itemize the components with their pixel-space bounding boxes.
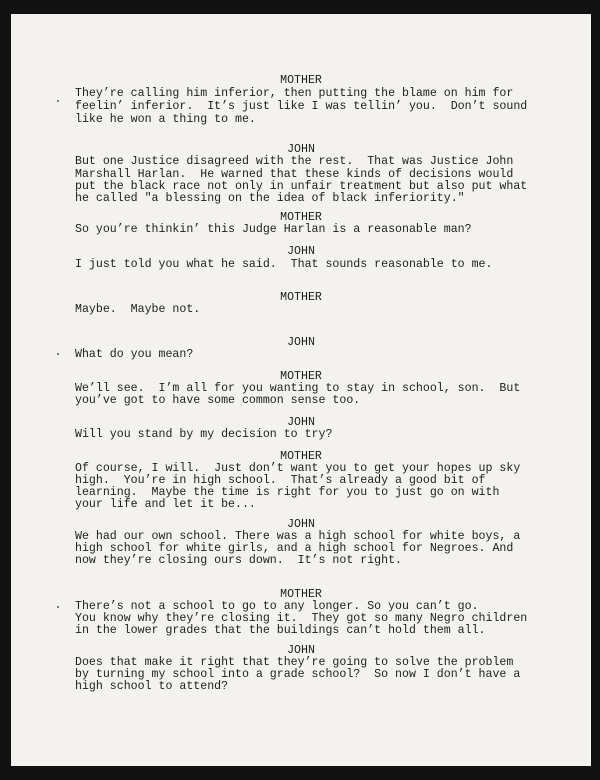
- speaker-name: MOTHER: [280, 291, 322, 304]
- dialogue-line: We’ll see. I’m all for you wanting to stay in school, son. But: [75, 382, 521, 395]
- dialogue-line: We had our own school. There was a high school for white boys, a: [75, 530, 521, 543]
- dialogue-line: now they’re closing ours down. It’s not right.: [75, 554, 402, 567]
- dialogue-line: I just told you what he said. That sounds reasonable to me.: [75, 258, 493, 271]
- dialogue-line: Of course, I will. Just don’t want you to get your hopes up sky: [75, 462, 521, 475]
- dialogue-line: You know why they’re closing it. They got so many Negro children: [75, 612, 528, 625]
- speaker-name: MOTHER: [280, 588, 322, 601]
- dialogue-line: But one Justice disagreed with the rest. That was Justice John: [75, 155, 514, 168]
- dialogue-line: high school for white girls, and a high school for Negroes. And: [75, 542, 514, 555]
- dialogue-line: your life and let it be...: [75, 498, 256, 511]
- speaker-name: MOTHER: [280, 211, 322, 224]
- speaker-name: JOHN: [287, 416, 315, 429]
- dialogue-line: high. You’re in high school. That’s already a good bit of: [75, 474, 486, 487]
- script-page: [11, 14, 591, 766]
- margin-mark: [57, 606, 59, 608]
- dialogue-line: high school to attend?: [75, 680, 229, 693]
- dialogue-line: you’ve got to have some common sense too.: [75, 394, 361, 407]
- speaker-name: MOTHER: [280, 370, 322, 383]
- dialogue-line: he called "a blessing on the idea of black inferiority.": [75, 192, 465, 205]
- margin-mark: [57, 353, 59, 355]
- speaker-name: MOTHER: [280, 74, 322, 87]
- dialogue-line: by turning my school into a grade school? So now I don’t have a: [75, 668, 521, 681]
- speaker-name: JOHN: [287, 245, 315, 258]
- dialogue-line: in the lower grades that the buildings can’t hold them all.: [75, 624, 486, 637]
- margin-mark: [57, 100, 59, 102]
- dialogue-line: put the black race not only in unfair treatment but also put what: [75, 180, 528, 193]
- speaker-name: JOHN: [287, 143, 315, 156]
- dialogue-line: learning. Maybe the time is right for you to just go on with: [75, 486, 500, 499]
- dialogue-line: Does that make it right that they’re going to solve the problem: [75, 656, 514, 669]
- dialogue-line: Marshall Harlan. He warned that these kinds of decisions would: [75, 168, 514, 181]
- dialogue-line: They’re calling him inferior, then putting the blame on him for: [75, 87, 514, 100]
- speaker-name: JOHN: [287, 336, 315, 349]
- speaker-name: JOHN: [287, 644, 315, 657]
- dialogue-line: What do you mean?: [75, 348, 194, 361]
- dialogue-line: So you’re thinkin’ this Judge Harlan is a reasonable man?: [75, 223, 472, 236]
- dialogue-line: Will you stand by my decision to try?: [75, 428, 333, 441]
- dialogue-line: Maybe. Maybe not.: [75, 303, 201, 316]
- dialogue-line: like he won a thing to me.: [75, 113, 256, 126]
- dialogue-line: There’s not a school to go to any longer. So you can’t go.: [75, 600, 479, 613]
- dialogue-line: feelin’ inferior. It’s just like I was tellin’ you. Don’t sound: [75, 100, 528, 113]
- speaker-name: MOTHER: [280, 450, 322, 463]
- speaker-name: JOHN: [287, 518, 315, 531]
